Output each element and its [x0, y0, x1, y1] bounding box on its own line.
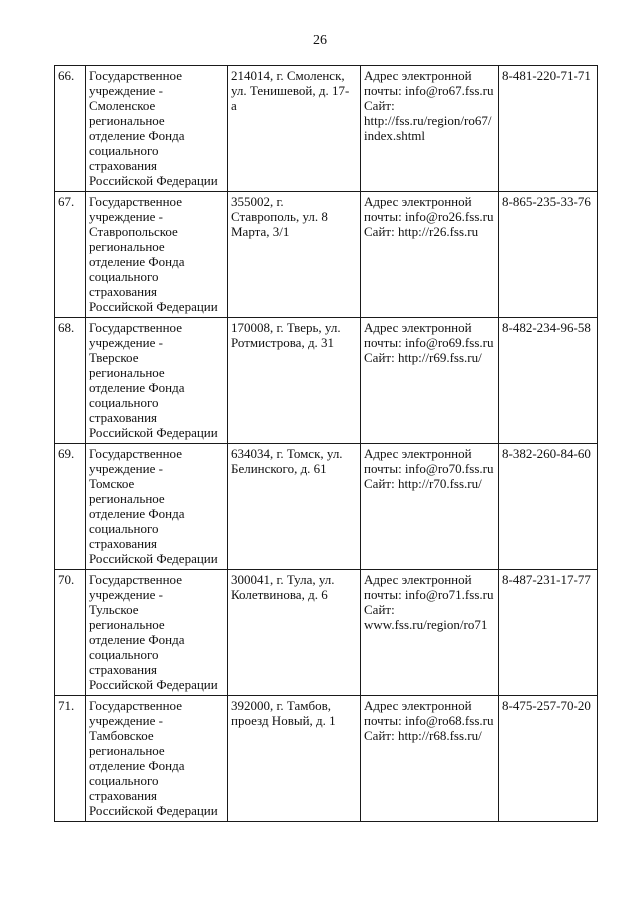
cell-line: социального: [89, 521, 159, 536]
postal-address: [228, 696, 361, 822]
cell-line: 634034, г. Томск, ул.: [231, 446, 343, 461]
cell-line: 214014, г. Смоленск,: [231, 68, 345, 83]
cell-line: 355002, г.: [231, 194, 284, 209]
cell-line: социального: [89, 773, 159, 788]
cell-line: Колетвинова, д. 6: [231, 587, 328, 602]
organization-name: [86, 570, 228, 696]
cell-line: Тверское: [89, 350, 139, 365]
cell-line: учреждение -: [89, 713, 163, 728]
cell-line: ул. Тенишевой, д. 17-: [231, 83, 350, 98]
cell-line: Российской Федерации: [89, 425, 218, 440]
cell-line: почты: info@ro69.fss.ru: [364, 335, 494, 350]
cell-line: Белинского, д. 61: [231, 461, 327, 476]
email-and-website: [361, 318, 499, 444]
cell-line: Смоленское: [89, 98, 156, 113]
cell-line: отделение Фонда: [89, 632, 185, 647]
organization-name: [86, 696, 228, 822]
cell-line: региональное: [89, 743, 165, 758]
postal-address: [228, 192, 361, 318]
postal-address: [228, 318, 361, 444]
cell-line: Государственное: [89, 698, 182, 713]
cell-line: Сайт:: [364, 602, 395, 617]
cell-line: Сайт: http://r26.fss.ru: [364, 224, 479, 239]
cell-line: Адрес электронной: [364, 446, 472, 461]
cell-line: Тульское: [89, 602, 139, 617]
organization-name: [86, 444, 228, 570]
cell-line: социального: [89, 269, 159, 284]
row-number: 68.: [55, 318, 86, 444]
cell-line: почты: info@ro67.fss.ru: [364, 83, 494, 98]
cell-line: отделение Фонда: [89, 506, 185, 521]
cell-line: страхования: [89, 788, 158, 803]
table-row: [55, 696, 598, 822]
row-number: 66.: [55, 66, 86, 192]
table-row: [55, 192, 598, 318]
cell-line: Адрес электронной: [364, 68, 472, 83]
postal-address: [228, 444, 361, 570]
cell-line: www.fss.ru/region/ro71: [364, 617, 488, 632]
cell-line: Российской Федерации: [89, 551, 218, 566]
table-body: [55, 66, 598, 822]
row-number: 70.: [55, 570, 86, 696]
cell-line: Государственное: [89, 572, 182, 587]
cell-line: Адрес электронной: [364, 698, 472, 713]
cell-line: региональное: [89, 239, 165, 254]
cell-line: социального: [89, 395, 159, 410]
cell-line: учреждение -: [89, 461, 163, 476]
cell-line: почты: info@ro26.fss.ru: [364, 209, 494, 224]
cell-line: Российской Федерации: [89, 299, 218, 314]
page-number: 26: [313, 33, 327, 48]
table-row: [55, 570, 598, 696]
row-number: 69.: [55, 444, 86, 570]
cell-line: социального: [89, 647, 159, 662]
cell-line: Российской Федерации: [89, 677, 218, 692]
cell-line: страхования: [89, 410, 158, 425]
cell-line: Адрес электронной: [364, 320, 472, 335]
cell-line: Государственное: [89, 320, 182, 335]
cell-line: учреждение -: [89, 587, 163, 602]
email-and-website: [361, 696, 499, 822]
phone-number: 8-865-235-33-76: [499, 192, 598, 318]
cell-line: почты: info@ro71.fss.ru: [364, 587, 494, 602]
cell-line: региональное: [89, 491, 165, 506]
cell-line: почты: info@ro70.fss.ru: [364, 461, 494, 476]
cell-line: Марта, 3/1: [231, 224, 290, 239]
cell-line: Ставропольское: [89, 224, 178, 239]
cell-line: index.shtml: [364, 128, 426, 143]
cell-line: региональное: [89, 365, 165, 380]
cell-line: страхования: [89, 662, 158, 677]
row-number: 71.: [55, 696, 86, 822]
email-and-website: [361, 192, 499, 318]
phone-number: 8-475-257-70-20: [499, 696, 598, 822]
cell-line: страхования: [89, 536, 158, 551]
postal-address: [228, 66, 361, 192]
cell-line: Российской Федерации: [89, 173, 218, 188]
cell-line: Адрес электронной: [364, 194, 472, 209]
phone-number: 8-481-220-71-71: [499, 66, 598, 192]
cell-line: Государственное: [89, 446, 182, 461]
cell-line: Сайт: http://r70.fss.ru/: [364, 476, 482, 491]
cell-line: Российской Федерации: [89, 803, 218, 818]
cell-line: 170008, г. Тверь, ул.: [231, 320, 341, 335]
cell-line: http://fss.ru/region/ro67/: [364, 113, 492, 128]
cell-line: почты: info@ro68.fss.ru: [364, 713, 494, 728]
cell-line: страхования: [89, 284, 158, 299]
cell-line: Сайт: http://r69.fss.ru/: [364, 350, 482, 365]
cell-line: отделение Фонда: [89, 380, 185, 395]
phone-number: 8-487-231-17-77: [499, 570, 598, 696]
cell-line: Сайт: http://r68.fss.ru/: [364, 728, 482, 743]
regional-offices-table: [54, 65, 598, 822]
cell-line: Ротмистрова, д. 31: [231, 335, 335, 350]
email-and-website: [361, 570, 499, 696]
cell-line: 300041, г. Тула, ул.: [231, 572, 335, 587]
cell-line: страхования: [89, 158, 158, 173]
cell-line: проезд Новый, д. 1: [231, 713, 336, 728]
phone-number: 8-382-260-84-60: [499, 444, 598, 570]
table-row: [55, 444, 598, 570]
cell-line: отделение Фонда: [89, 128, 185, 143]
email-and-website: [361, 66, 499, 192]
row-number: 67.: [55, 192, 86, 318]
cell-line: учреждение -: [89, 209, 163, 224]
cell-line: Адрес электронной: [364, 572, 472, 587]
table-row: [55, 66, 598, 192]
cell-line: отделение Фонда: [89, 254, 185, 269]
cell-line: Тамбовское: [89, 728, 154, 743]
cell-line: региональное: [89, 113, 165, 128]
cell-line: Государственное: [89, 68, 182, 83]
cell-line: 392000, г. Тамбов,: [231, 698, 331, 713]
cell-line: Сайт:: [364, 98, 395, 113]
cell-line: социального: [89, 143, 159, 158]
cell-line: Государственное: [89, 194, 182, 209]
cell-line: отделение Фонда: [89, 758, 185, 773]
cell-line: региональное: [89, 617, 165, 632]
email-and-website: [361, 444, 499, 570]
cell-line: Ставрополь, ул. 8: [231, 209, 328, 224]
organization-name: [86, 66, 228, 192]
phone-number: 8-482-234-96-58: [499, 318, 598, 444]
table-row: [55, 318, 598, 444]
cell-line: учреждение -: [89, 83, 163, 98]
organization-name: [86, 318, 228, 444]
cell-line: Томское: [89, 476, 135, 491]
organization-name: [86, 192, 228, 318]
cell-line: а: [231, 98, 237, 113]
cell-line: учреждение -: [89, 335, 163, 350]
postal-address: [228, 570, 361, 696]
